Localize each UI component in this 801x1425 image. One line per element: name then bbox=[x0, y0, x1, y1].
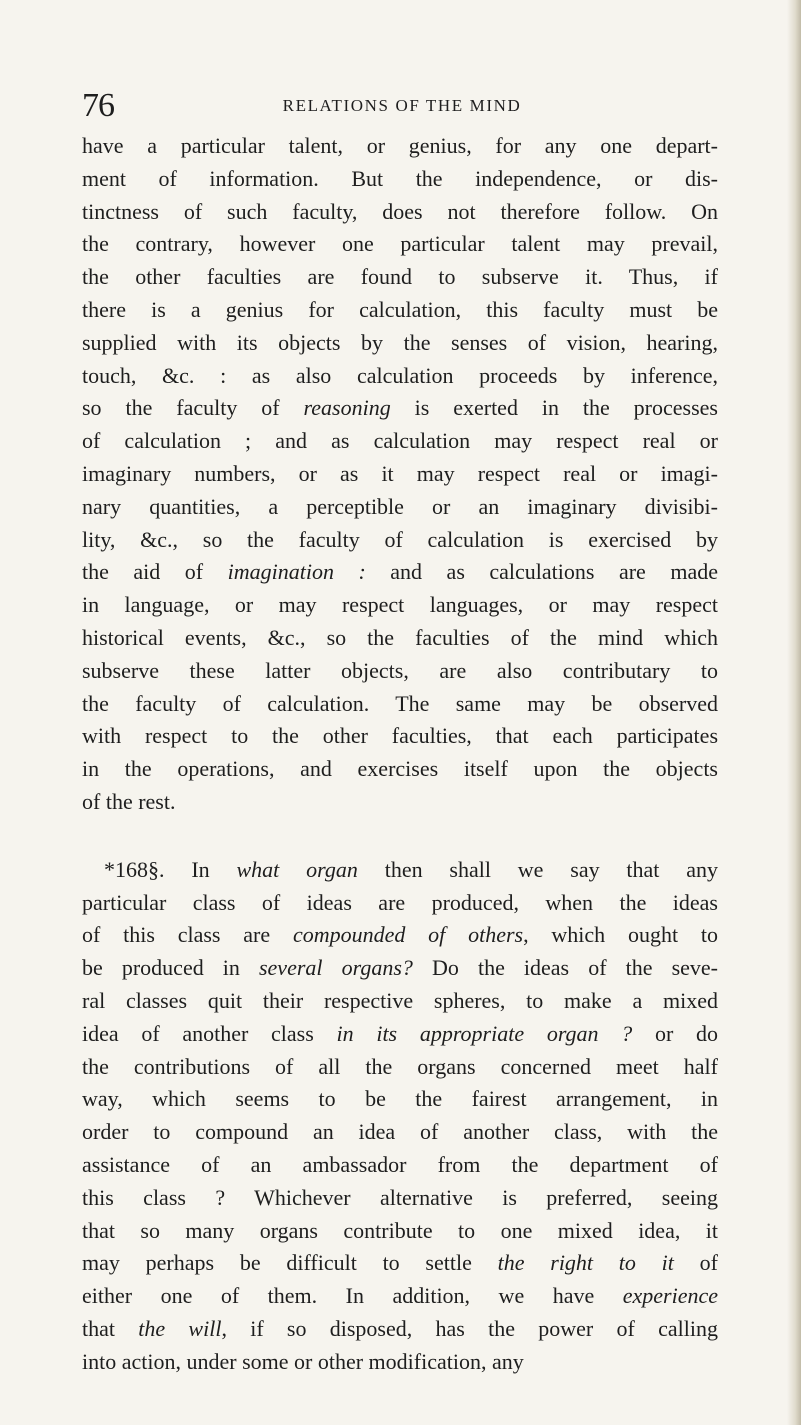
page-number: 76 bbox=[82, 87, 114, 124]
page-header bbox=[82, 86, 722, 126]
text-run: this class ? Whichever alternative is preferred, seeing bbox=[82, 1184, 718, 1210]
text-line bbox=[82, 854, 718, 887]
text-line bbox=[82, 163, 718, 196]
text-run: particular class of ideas are produced, when the ideas bbox=[82, 889, 718, 915]
text-run: order to compound an idea of another class, with the bbox=[82, 1119, 718, 1145]
text-line bbox=[82, 655, 718, 688]
italic-text: imagination : bbox=[227, 559, 366, 585]
text-run: the aid of bbox=[82, 559, 228, 585]
text-line bbox=[82, 720, 718, 753]
italic-text: several organs? bbox=[258, 955, 413, 981]
text-run: supplied with its objects by the senses of vision, hearing, bbox=[82, 329, 718, 355]
text-run: there is a genius for calculation, this faculty must be bbox=[82, 296, 718, 322]
text-run: , which ought to bbox=[523, 922, 718, 948]
text-run: is exerted in the processes bbox=[390, 395, 718, 421]
text-line bbox=[82, 1051, 718, 1084]
text-run: touch, &c. : as also calculation proceeds by inference, bbox=[82, 362, 718, 388]
italic-text: in its appropriate organ ? bbox=[336, 1020, 633, 1046]
text-run: ral classes quit their respective spheres, to make a mixed bbox=[82, 987, 718, 1013]
text-line bbox=[82, 1313, 718, 1346]
text-line bbox=[82, 228, 718, 261]
text-run: , if so disposed, has the power of calling bbox=[221, 1315, 718, 1341]
text-run: subserve these latter objects, are also contributary to bbox=[82, 657, 718, 683]
paragraph-2 bbox=[82, 854, 718, 1379]
text-run: of the rest. bbox=[82, 788, 176, 814]
text-run: may perhaps be difficult to settle bbox=[82, 1250, 498, 1276]
text-line bbox=[82, 261, 718, 294]
italic-text: what organ bbox=[236, 856, 358, 882]
text-run: and as calculations are made bbox=[365, 559, 718, 585]
text-run: *168§. In bbox=[104, 856, 237, 882]
text-line bbox=[82, 753, 718, 786]
text-line bbox=[82, 1116, 718, 1149]
text-line bbox=[82, 1083, 718, 1116]
text-line bbox=[82, 1018, 718, 1051]
text-run: assistance of an ambassador from the department of bbox=[82, 1151, 718, 1177]
italic-text: the right to it bbox=[497, 1250, 674, 1276]
text-line bbox=[82, 1149, 718, 1182]
text-run: of calculation ; and as calculation may respect real or bbox=[82, 428, 718, 454]
text-run: that so many organs contribute to one mixed idea, it bbox=[82, 1217, 718, 1243]
text-line bbox=[82, 294, 718, 327]
italic-text: compounded of others bbox=[292, 922, 524, 948]
text-run: that bbox=[82, 1315, 139, 1341]
text-line bbox=[82, 360, 718, 393]
text-run: the contrary, however one particular talent may prevail, bbox=[82, 231, 718, 257]
text-line bbox=[82, 130, 718, 163]
italic-text: experience bbox=[622, 1283, 718, 1309]
text-line bbox=[82, 425, 718, 458]
text-line bbox=[82, 1247, 718, 1280]
text-run: then shall we say that any bbox=[357, 856, 719, 882]
text-run: way, which seems to be the fairest arrangement, in bbox=[82, 1086, 718, 1112]
text-run: or do bbox=[632, 1020, 718, 1046]
body-text bbox=[82, 130, 718, 1378]
text-line bbox=[82, 1280, 718, 1313]
text-line bbox=[82, 589, 718, 622]
text-line bbox=[82, 458, 718, 491]
text-line bbox=[82, 622, 718, 655]
running-head: RELATIONS OF THE MIND bbox=[282, 96, 522, 115]
text-line bbox=[82, 887, 718, 920]
text-run: Do the ideas of the seve- bbox=[412, 955, 718, 981]
text-run: have a particular talent, or genius, for any one depart- bbox=[82, 133, 718, 158]
text-run: ment of information. But the independence, or dis- bbox=[82, 165, 718, 191]
text-line bbox=[82, 952, 718, 985]
text-run: the faculty of calculation. The same may be observed bbox=[82, 690, 718, 716]
text-run: lity, &c., so the faculty of calculation is exercised by bbox=[82, 526, 718, 552]
text-line bbox=[82, 327, 718, 360]
text-run: idea of another class bbox=[82, 1020, 337, 1046]
text-line bbox=[82, 524, 718, 557]
text-line bbox=[82, 491, 718, 524]
text-line bbox=[82, 1215, 718, 1248]
page-edge-shadow bbox=[787, 0, 801, 1425]
text-line bbox=[82, 392, 718, 425]
text-run: be produced in bbox=[82, 955, 259, 981]
text-line bbox=[82, 985, 718, 1018]
text-line bbox=[82, 688, 718, 721]
text-run: tinctness of such faculty, does not therefore follow. On bbox=[82, 198, 718, 224]
text-run: into action, under some or other modification, any bbox=[82, 1348, 524, 1374]
text-run: historical events, &c., so the faculties of the mind which bbox=[82, 624, 718, 650]
text-line bbox=[82, 1346, 718, 1379]
text-line bbox=[82, 196, 718, 229]
italic-text: reasoning bbox=[303, 395, 391, 421]
text-line bbox=[82, 1182, 718, 1215]
text-line bbox=[82, 786, 718, 819]
text-line bbox=[82, 556, 718, 589]
text-run: either one of them. In addition, we have bbox=[82, 1283, 623, 1309]
paragraph-1 bbox=[82, 130, 718, 819]
text-run: the contributions of all the organs concerned meet half bbox=[82, 1053, 718, 1079]
paragraph-gap bbox=[82, 819, 718, 854]
text-run: in the operations, and exercises itself upon the objects bbox=[82, 756, 718, 782]
text-run: imaginary numbers, or as it may respect real or imagi- bbox=[82, 460, 718, 486]
text-run: of bbox=[673, 1250, 718, 1276]
italic-text: the will bbox=[138, 1315, 222, 1341]
text-line bbox=[82, 919, 718, 952]
text-run: in language, or may respect languages, or may respect bbox=[82, 592, 718, 618]
text-run: nary quantities, a perceptible or an imaginary divisibi- bbox=[82, 493, 718, 519]
text-run: so the faculty of bbox=[82, 395, 304, 421]
text-run: of this class are bbox=[82, 922, 293, 948]
text-run: with respect to the other faculties, that each participates bbox=[82, 723, 718, 749]
text-run: the other faculties are found to subserve it. Thus, if bbox=[82, 264, 718, 290]
